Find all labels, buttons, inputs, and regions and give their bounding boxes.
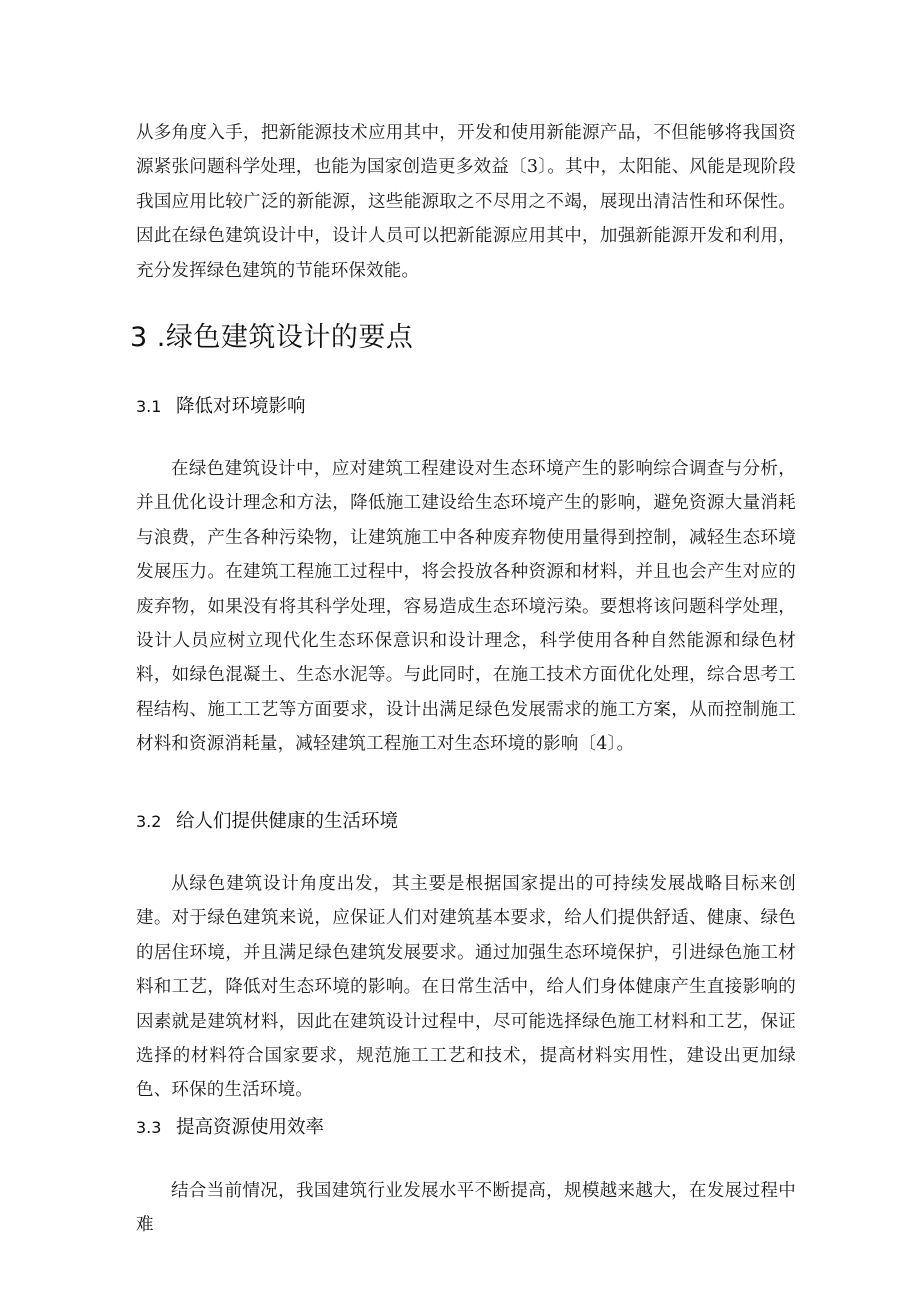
subsection-title: 降低对环境影响 <box>176 396 306 417</box>
subsection-title: 提高资源使用效率 <box>176 1117 325 1138</box>
subsection-heading-3-3 <box>136 1114 324 1142</box>
subsection-number: 3.3 <box>136 1118 162 1137</box>
paragraph-resource-efficiency: 结合当前情况，我国建筑行业发展水平不断提高，规模越来越大，在发展过程中难 <box>136 1181 796 1236</box>
paragraph-new-energy: 从多角度入手，把新能源技术应用其中，开发和使用新能源产品，不但能够将我国资源紧张问题科学处理，也能为国家创造更多效益〔3〕。其中，太阳能、风能是现阶段我国应用比较广泛的新能源，这些能源取之不尽用之不竭，展现出清洁性和环保性。因此在绿色建筑设计中，设计人员可以把新能源应用其中，加强新能源开发和利用，充分发挥绿色建筑的节能环保效能。 <box>136 123 796 281</box>
paragraph-healthy-living: 从绿色建筑设计角度出发，其主要是根据国家提出的可持续发展战略目标来创建。对于绿色建筑来说，应保证人们对建筑基本要求，给人们提供舒适、健康、绿色的居住环境，并且满足绿色建筑发展要求。通过加强生态环境保护，引进绿色施工材料和工艺，降低对生态环境的影响。在日常生活中，给人们身体健康产生直接影响的因素就是建筑材料，因此在建筑设计过程中，尽可能选择绿色施工材料和工艺，保证选择的材料符合国家要求，规范施工工艺和技术，提高材料实用性，建设出更加绿色、环保的生活环境。 <box>136 874 796 1101</box>
subsection-heading-3-2 <box>136 808 398 836</box>
subsection-number: 3.2 <box>136 812 162 831</box>
subsection-number: 3.1 <box>136 397 162 416</box>
section-heading-3: 3 .绿色建筑设计的要点 <box>130 322 414 353</box>
paragraph-reduce-environment-impact: 在绿色建筑设计中，应对建筑工程建设对生态环境产生的影响综合调查与分析，并且优化设计理念和方法，降低施工建设给生态环境产生的影响，避免资源大量消耗与浪费，产生各种污染物，让建筑施工中各种废弃物使用量得到控制，减轻生态环境发展压力。在建筑工程施工过程中，将会投放各种资源和材料，并且也会产生对应的废弃物，如果没有将其科学处理，容易造成生态环境污染。要想将该问题科学处理，设计人员应树立现代化生态环保意识和设计理念，科学使用各种自然能源和绿色材料，如绿色混凝土、生态水泥等。与此同时，在施工技术方面优化处理，综合思考工程结构、施工工艺等方面要求，设计出满足绿色发展需求的施工方案，从而控制施工材料和资源消耗量，减轻建筑工程施工对生态环境的影响〔4〕。 <box>136 459 796 755</box>
subsection-heading-3-1 <box>136 393 306 421</box>
subsection-title: 给人们提供健康的生活环境 <box>176 811 399 832</box>
